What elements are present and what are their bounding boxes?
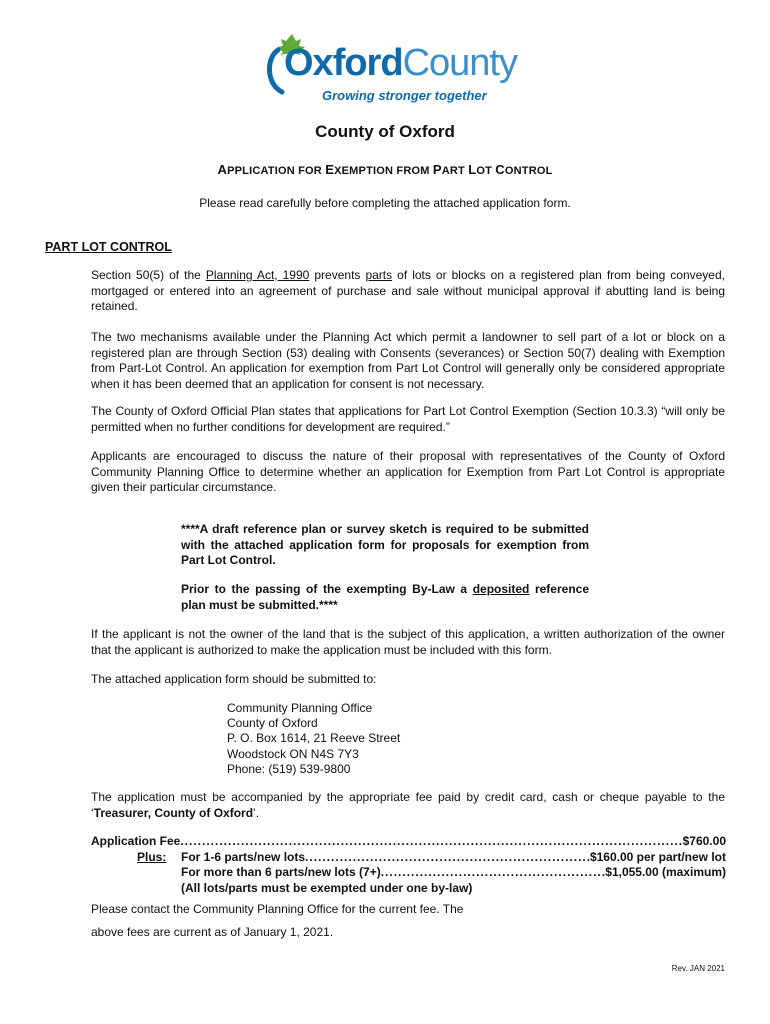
fee-schedule	[91, 834, 726, 896]
address-line: Community Planning Office	[227, 701, 373, 715]
contact-line-1: Please contact the Community Planning Office for the current fee. The	[91, 902, 464, 916]
paragraph-fee-payment: The application must be accompanied by the appropriate fee paid by credit card, cash or cheque payable to the ‘Treasurer, County of Oxford’.	[91, 790, 725, 820]
address-line: Woodstock ON N4S 7Y3	[227, 746, 359, 761]
fee-row-note: (All lots/parts must be exempted under one by-law)	[181, 880, 473, 895]
paragraph-authorization: If the applicant is not the owner of the land that is the subject of this application, a written authorization of the owner that the applicant is authorized to make the application must be included with this form.	[91, 627, 725, 657]
fee-row-1-6-parts: Plus: For 1-6 parts/new lots ..... $160.00 per part/new lot	[91, 850, 726, 866]
notice-deposited-plan: Prior to the passing of the exempting By-Law a deposited reference plan must be submitted.****	[181, 582, 590, 612]
paragraph-official-plan: The County of Oxford Official Plan states that applications for Part Lot Control Exemption (Section 10.3.3) “will only be permitted when no further conditions for development are required.”	[91, 404, 725, 434]
document-title: County of Oxford	[315, 122, 455, 141]
revision-date: Rev. JAN 2021	[671, 964, 725, 973]
document-subtitle: APPLICATION FOR EXEMPTION FROM PART LOT CONTROL	[217, 162, 553, 177]
mailing-address	[227, 701, 400, 777]
intro-text: Please read carefully before completing the attached application form.	[199, 196, 571, 210]
address-line: County of Oxford	[227, 716, 318, 731]
fee-row-7-plus-parts: For more than 6 parts/new lots (7+) ..... $1,055.00 (maximum)	[91, 865, 726, 881]
logo-tagline: Growing stronger together	[322, 88, 487, 103]
address-line: Phone: (519) 539-9800	[227, 761, 351, 776]
paragraph-applicants: Applicants are encouraged to discuss the nature of their proposal with representatives of the County of Oxford Community Planning Office to determine whether an application for Exemption from Part Lot Control is appropriate given their particular circumstance.	[91, 449, 725, 495]
contact-line-2: above fees are current as of January 1, 2021.	[91, 925, 334, 939]
section-heading: PART LOT CONTROL	[45, 240, 172, 254]
paragraph-planning-act: Section 50(5) of the Planning Act, 1990 prevents parts of lots or blocks on a registered plan from being conveyed, mortgaged or entered into an agreement of purchase and sale without municipal approval if abutting land is being retained.	[91, 268, 725, 314]
logo-wordmark: OxfordCounty	[284, 42, 517, 84]
fee-row-application: Application Fee ..... $760.00	[91, 834, 726, 850]
oxford-county-logo	[262, 28, 517, 108]
paragraph-mechanisms: The two mechanisms available under the Planning Act which permit a landowner to sell part of a lot or block on a registered plan are through Section (53) dealing with Consents (severances) or Section 50(7) dealing with Exemption from Part-Lot Control. An application for exemption from Part Lot Control will generally only be considered appropriate when it has been deemed that an application for consent is not necessary.	[91, 330, 725, 391]
paragraph-submit-to: The attached application form should be submitted to:	[91, 672, 377, 686]
address-line: P. O. Box 1614, 21 Reeve Street	[227, 731, 401, 746]
notice-draft-plan: ****A draft reference plan or survey sketch is required to be submitted with the attached application form for proposals for exemption from Part Lot Control.	[181, 522, 589, 568]
